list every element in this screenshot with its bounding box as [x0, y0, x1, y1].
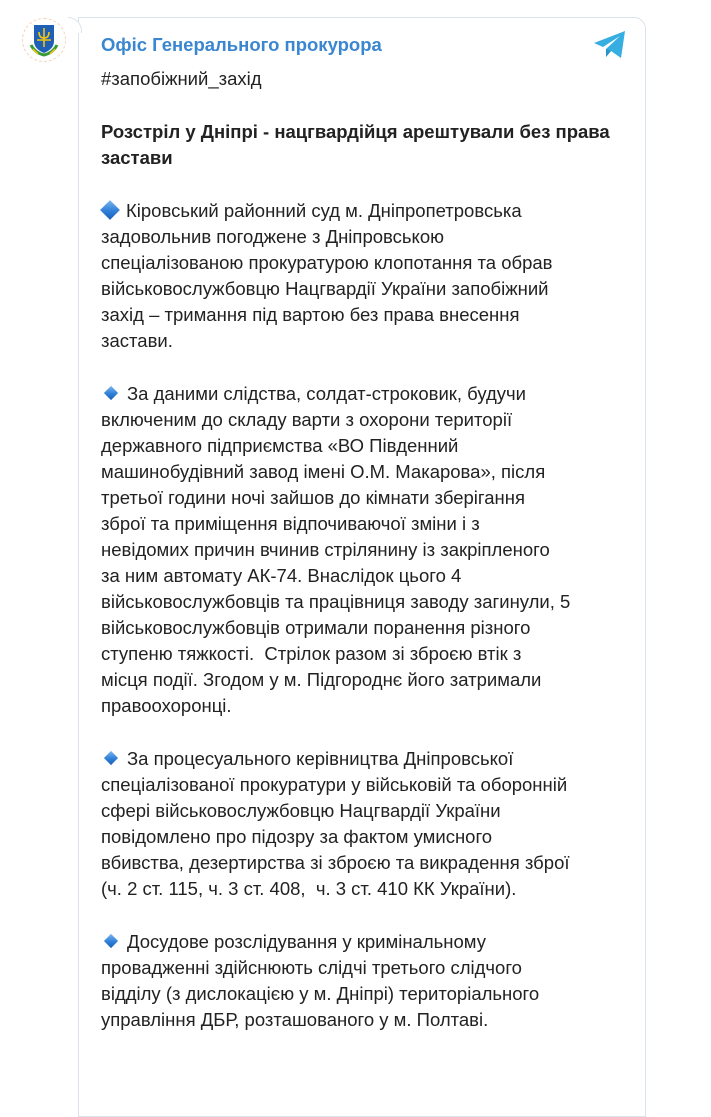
small-blue-diamond-icon: [104, 751, 118, 765]
small-blue-diamond-icon: [104, 386, 118, 400]
telegram-icon[interactable]: [592, 30, 628, 60]
paragraph-pretrial-investigation: Досудове розслідування у кримінальному провадженні здійснюють слідчі третього слідчого відділу (з дислокацією у м. Дніпрі) територіального управління ДБР, розташованого у м. Полтаві.: [101, 931, 540, 1030]
paragraph-suspicion-notice: За процесуального керівництва Дніпровської спеціалізованої прокуратури у військовій та оборонній сфері військовослужбовцю Нацгвардії України повідомлено про підозру за фактом умисного вбивства, дезертирства зі зброєю та викрадення зброї (ч. 2 ст. 115, ч. 3 ст. 408, ч. 3 ст. 410 КК України).: [101, 748, 570, 899]
paragraph-investigation-facts: За даними слідства, солдат-строковик, будучи включеним до складу варти з охорони території державного підприємства «ВО Південний машинобудівний завод імені О.М. Макарова», після третьої години ночі зайшов до кімнати зберігання зброї та приміщення відпочиваючої зміни і з невідомих причин вчинив стрілянину із закріпленого за ним автомату АК-74. Внаслідок цього 4 військовослужбовців та працівниця заводу загинули, 5 військовослужбовців отримали поранення різного ступеню тяжкості. Стрілок разом зі зброєю втік з місця події. Згодом у м. Підгороднє його затримали правоохоронці.: [101, 383, 571, 716]
small-blue-diamond-icon: [104, 934, 118, 948]
post-headline: Розстріл у Дніпрі - нацгвардійця арештували без права застави: [101, 121, 610, 168]
channel-name-link[interactable]: Офіс Генерального прокурора: [101, 34, 382, 55]
paragraph-court-decision: Кіровський районний суд м. Дніпропетровська задовольнив погоджене з Дніпровською спеціалізованою прокуратурою клопотання та обрав військовослужбовцю Нацгвардії України запобіжний захід – тримання під вартою без права внесення застави.: [101, 200, 553, 351]
channel-avatar[interactable]: [22, 18, 66, 62]
hashtag-link[interactable]: #запобіжний_захід: [101, 68, 262, 89]
message-body: [101, 66, 636, 1033]
large-blue-diamond-icon: [100, 200, 120, 220]
prosecutor-emblem-icon: [29, 23, 59, 57]
